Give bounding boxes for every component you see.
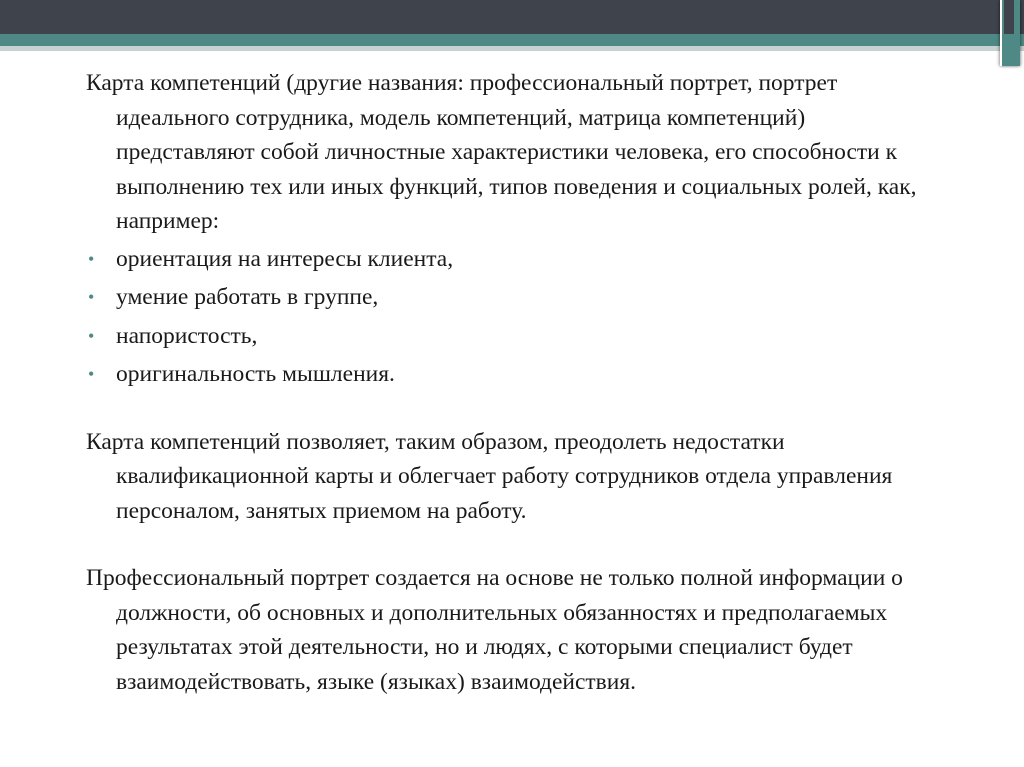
competency-list (86, 242, 946, 392)
bullet-icon: • (88, 248, 95, 269)
list-item-text: оригинальность мышления. (116, 361, 395, 387)
list-item (86, 242, 946, 277)
header-accent-stripe (0, 34, 1024, 46)
bullet-icon: • (88, 287, 95, 307)
slide-body (86, 66, 946, 699)
third-paragraph: Профессиональный портрет создается на основе не только полной информации о должности, об основных и дополнительных обязанностях и предполагаемых результатах этой деятельности, но и людях, с которыми специалист будет взаимодействовать, языке (языках) взаимодействия. (86, 565, 903, 695)
corner-tab-inner-decoration (1004, 0, 1014, 34)
second-paragraph: Карта компетенций позволяет, таким образом, преодолеть недостатки квалификационной карты и облегчает работу сотрудников отдела управления персоналом, занятых приемом на работу. (86, 428, 893, 524)
list-item (86, 319, 946, 354)
bullet-icon: • (88, 325, 95, 346)
header-band (0, 0, 1024, 34)
intro-paragraph: Карта компетенций (другие названия: профессиональный портрет, портрет идеального сотрудника, модель компетенций, матрица компетенций) представляют собой личностные характеристики человека, его способности к выполнению тех или иных функций, типов поведения и социальных ролей, как, например: (86, 70, 917, 234)
header-light-stripe (0, 46, 1024, 51)
list-item-text: ориентация на интересы клиента, (116, 245, 454, 272)
bullet-icon: • (88, 364, 95, 384)
list-item-text: напористость, (116, 322, 258, 349)
list-item (86, 280, 946, 315)
list-item (86, 357, 946, 392)
list-item-text: умение работать в группе, (116, 284, 379, 310)
